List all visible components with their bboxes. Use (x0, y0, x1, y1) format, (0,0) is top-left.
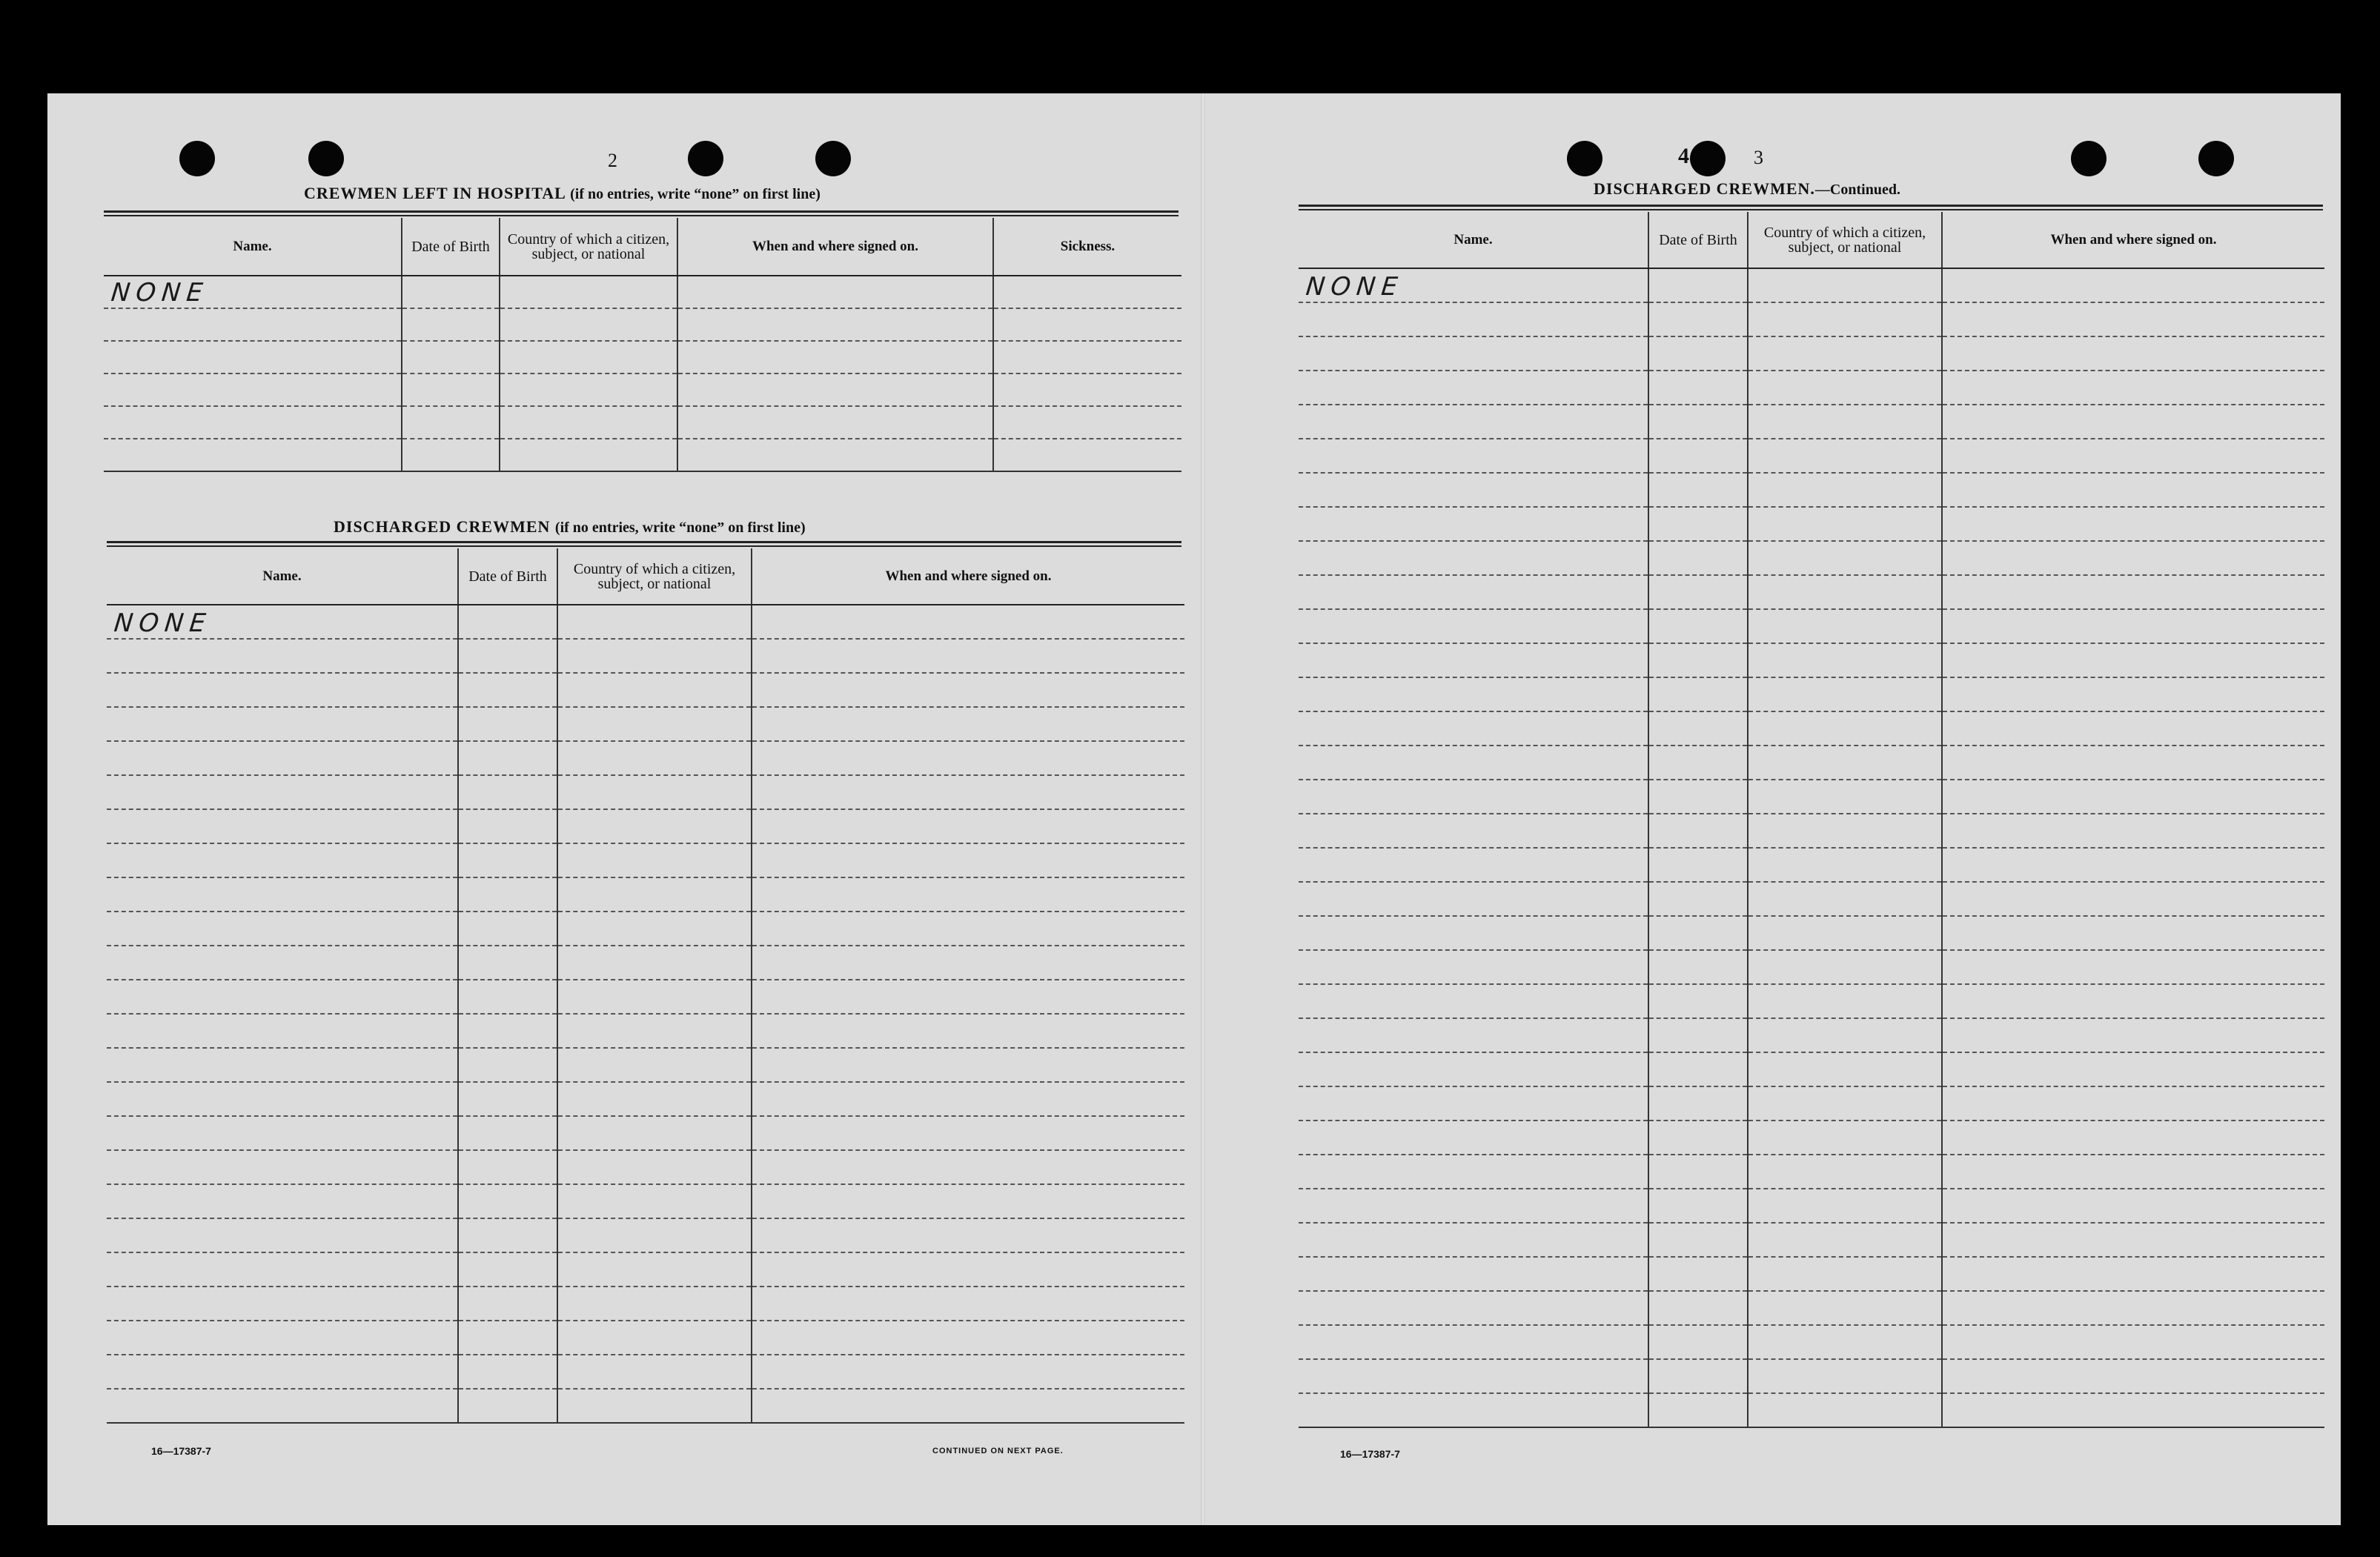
punch-hole (1690, 141, 1726, 176)
discharged-continued-table (1299, 212, 2324, 1428)
table-row (1299, 711, 2324, 746)
col-country: Country of which a citizen, subject, or national (1748, 212, 1942, 268)
table-row (1299, 1018, 2324, 1052)
continued-note: CONTINUED ON NEXT PAGE. (932, 1447, 1064, 1455)
punch-hole (688, 141, 723, 176)
table-row (1299, 814, 2324, 848)
table-row (1299, 643, 2324, 677)
table-row (1299, 507, 2324, 541)
table-row (1299, 371, 2324, 405)
table-row (1299, 473, 2324, 507)
table-row (1299, 1257, 2324, 1291)
col-date-of-birth: Date of Birth (1648, 212, 1748, 268)
table-row (107, 1014, 1184, 1048)
table-row (1299, 541, 2324, 575)
hospital-title-text: CREWMEN LEFT IN HOSPITAL (304, 184, 566, 202)
table-row (104, 374, 1181, 406)
col-when-where: When and where signed on. (677, 218, 993, 276)
table-row (107, 1082, 1184, 1116)
hospital-table (104, 218, 1181, 472)
table-row (1299, 1189, 2324, 1223)
table-row (1299, 1086, 2324, 1121)
table-row (107, 1184, 1184, 1218)
punch-hole (2198, 141, 2234, 176)
table-row (107, 809, 1184, 843)
table-row (107, 639, 1184, 673)
table-row (107, 912, 1184, 946)
table-row (104, 276, 1181, 308)
table-row (104, 341, 1181, 374)
table-row (104, 406, 1181, 439)
handwritten-entry: NONE (1304, 272, 1405, 302)
name-cell (107, 605, 458, 639)
double-rule (107, 541, 1181, 547)
name-cell (1299, 268, 1648, 302)
punch-hole (308, 141, 344, 176)
table-row (107, 946, 1184, 980)
table-row (107, 775, 1184, 809)
table-row (1299, 609, 2324, 643)
table-row (1299, 405, 2324, 439)
table-row (107, 1321, 1184, 1355)
table-row (1299, 882, 2324, 916)
left-page (47, 93, 1204, 1525)
col-when-where: When and where signed on. (752, 548, 1184, 605)
col-name: Name. (104, 218, 402, 276)
table-row (1299, 1052, 2324, 1086)
table-row (1299, 950, 2324, 984)
col-name: Name. (1299, 212, 1648, 268)
table-row (107, 707, 1184, 741)
col-when-where: When and where signed on. (1942, 212, 2324, 268)
page-number: 2 (608, 150, 617, 171)
table-row (107, 1150, 1184, 1184)
table-row (1299, 677, 2324, 711)
punch-hole (1567, 141, 1602, 176)
table-row (1299, 1155, 2324, 1189)
form-code: 16—17387-7 (151, 1445, 211, 1457)
discharged-continued-title (1594, 179, 1900, 199)
table-row (1299, 575, 2324, 609)
table-row (107, 843, 1184, 877)
double-rule (1299, 205, 2323, 210)
punch-hole (179, 141, 215, 176)
table-row (1299, 1121, 2324, 1155)
hospital-section-title (304, 184, 821, 203)
table-row (107, 1116, 1184, 1150)
table-row (107, 1252, 1184, 1287)
punch-hole (2071, 141, 2106, 176)
discharged-continued-note: —Continued. (1814, 182, 1900, 198)
col-country: Country of which a citizen, subject, or national (557, 548, 752, 605)
page-stamp: 4 (1678, 144, 1689, 168)
table-row (107, 1355, 1184, 1389)
hospital-title-note: (if no entries, write “none” on first line) (570, 186, 821, 202)
discharged-table (107, 548, 1184, 1424)
col-sickness: Sickness. (993, 218, 1181, 276)
table-row (1299, 1359, 2324, 1393)
page-number: 3 (1754, 147, 1763, 168)
table-row (1299, 268, 2324, 302)
right-page (1204, 93, 2341, 1525)
table-row (107, 673, 1184, 707)
table-row (104, 439, 1181, 471)
table-row (1299, 916, 2324, 950)
table-row (104, 308, 1181, 341)
document-paper (47, 93, 2341, 1525)
punch-hole (815, 141, 851, 176)
handwritten-entry: NONE (112, 608, 213, 638)
table-row (107, 980, 1184, 1014)
table-row (1299, 780, 2324, 814)
col-country: Country of which a citizen, subject, or national (500, 218, 677, 276)
table-row (1299, 336, 2324, 371)
discharged-title-text: DISCHARGED CREWMEN (334, 517, 551, 536)
table-row (107, 1389, 1184, 1423)
table-row (107, 605, 1184, 639)
col-name: Name. (107, 548, 458, 605)
table-row (1299, 1393, 2324, 1427)
table-row (1299, 1223, 2324, 1257)
table-row (1299, 439, 2324, 473)
name-cell (104, 276, 402, 308)
col-date-of-birth: Date of Birth (458, 548, 557, 605)
table-row (107, 877, 1184, 912)
discharged-section-title (334, 517, 806, 537)
table-row (1299, 1325, 2324, 1359)
discharged-title-note: (if no entries, write “none” on first line) (554, 519, 806, 536)
handwritten-entry: NONE (109, 278, 211, 308)
table-row (107, 1287, 1184, 1321)
table-row (1299, 984, 2324, 1018)
table-row (107, 1048, 1184, 1082)
form-code: 16—17387-7 (1340, 1448, 1400, 1460)
double-rule (104, 210, 1179, 216)
discharged-continued-title-text: DISCHARGED CREWMEN. (1594, 179, 1815, 198)
table-row (1299, 302, 2324, 336)
table-row (107, 1218, 1184, 1252)
table-row (107, 741, 1184, 775)
table-row (1299, 848, 2324, 882)
table-row (1299, 746, 2324, 780)
table-row (1299, 1291, 2324, 1325)
col-date-of-birth: Date of Birth (402, 218, 500, 276)
